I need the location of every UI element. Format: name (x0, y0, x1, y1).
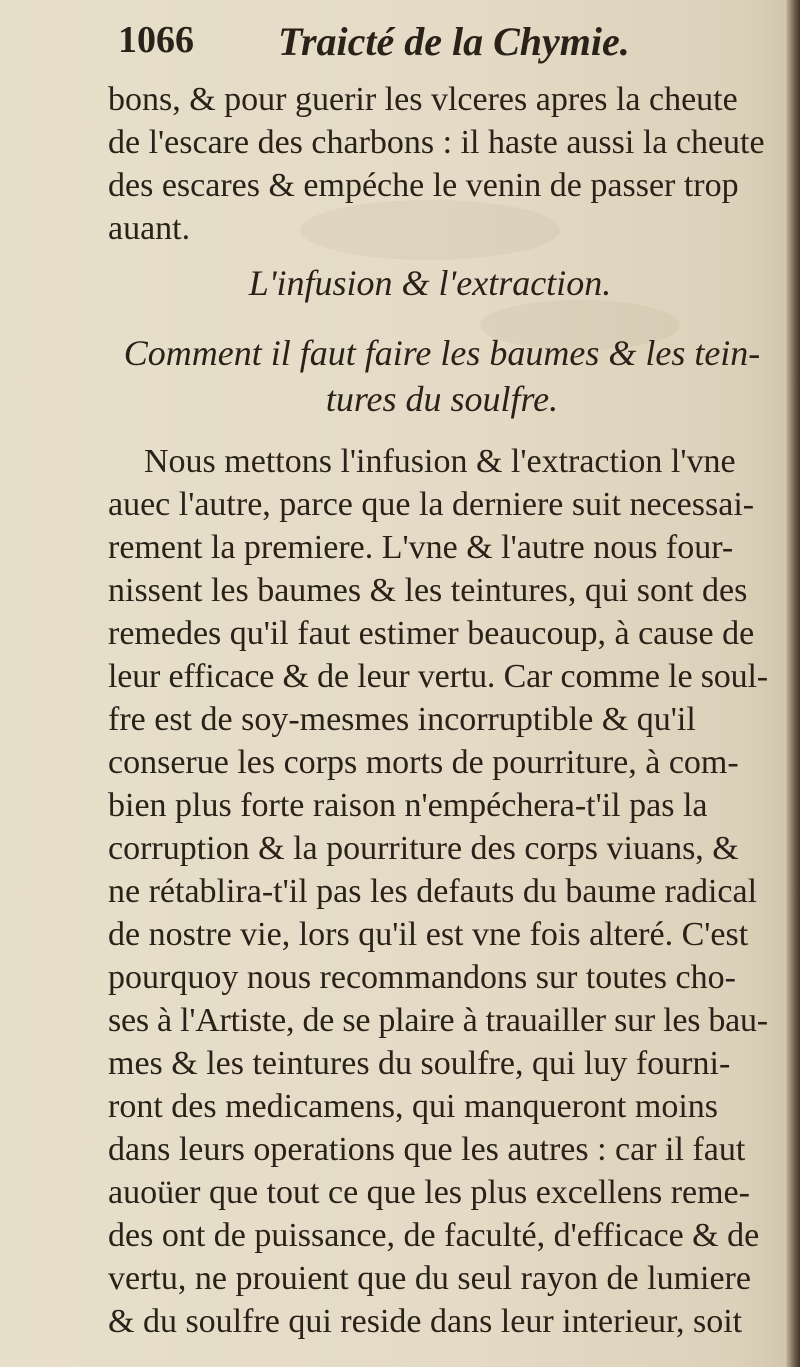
section-title: L'infusion & l'extraction. (248, 263, 612, 303)
chapter-subtitle (112, 330, 772, 422)
page-header (118, 18, 678, 72)
text-line: Nous mettons l'infusion & l'extraction l'vne (144, 443, 736, 480)
text-line: rement la premiere. L'vne & l'autre nous four- (108, 529, 734, 566)
text-line: bons, & pour guerir les vlceres apres la cheute (108, 81, 738, 118)
text-line: leur efficace & de leur vertu. Car comme le soul- (108, 658, 768, 695)
text-line: auant. (108, 210, 191, 247)
subtitle-line: tures du soulfre. (325, 379, 559, 419)
text-line: ne rétablira-t'il pas les defauts du baume radical (108, 873, 758, 910)
page-number: 1066 (118, 19, 194, 61)
running-title: Traicté de la Chymie. (278, 19, 630, 64)
book-spine-edge (786, 0, 800, 1367)
text-line: ront des medicamens, qui manqueront moins (108, 1088, 718, 1125)
text-line: bien plus forte raison n'empéchera-t'il pas la (108, 787, 708, 824)
text-line: nissent les baumes & les teintures, qui sont des (108, 572, 748, 609)
text-line: des ont de puissance, de faculté, d'efficace & de (108, 1217, 760, 1254)
text-line: pourquoy nous recommandons sur toutes cho- (108, 959, 736, 996)
intro-paragraph (108, 78, 768, 250)
text-line: remedes qu'il faut estimer beaucoup, à cause de (108, 615, 755, 652)
text-line: des escares & empéche le venin de passer trop (108, 167, 739, 204)
text-line: ses à l'Artiste, de se plaire à trauailler sur les bau- (108, 1002, 768, 1039)
text-line: & du soulfre qui reside dans leur interieur, soit (108, 1303, 743, 1340)
text-line: corruption & la pourriture des corps viuans, & (108, 830, 739, 867)
text-line: auoüer que tout ce que les plus excellens reme- (108, 1174, 750, 1211)
text-line: de l'escare des charbons : il haste aussi la cheute (108, 124, 765, 161)
text-line: mes & les teintures du soulfre, qui luy fourni- (108, 1045, 731, 1082)
text-line: vertu, ne prouient que du seul rayon de lumiere (108, 1260, 751, 1297)
text-line: de nostre vie, lors qu'il est vne fois alteré. C'est (108, 916, 749, 953)
text-line: conserue les corps morts de pourriture, à com- (108, 744, 739, 781)
subtitle-line: Comment il faut faire les baumes & les tein- (123, 333, 761, 373)
text-line: dans leurs operations que les autres : car il faut (108, 1131, 746, 1168)
body-paragraph (108, 440, 768, 1343)
text-line: fre est de soy-mesmes incorruptible & qu'il (108, 701, 696, 738)
text-line: auec l'autre, parce que la derniere suit necessai- (108, 486, 755, 523)
